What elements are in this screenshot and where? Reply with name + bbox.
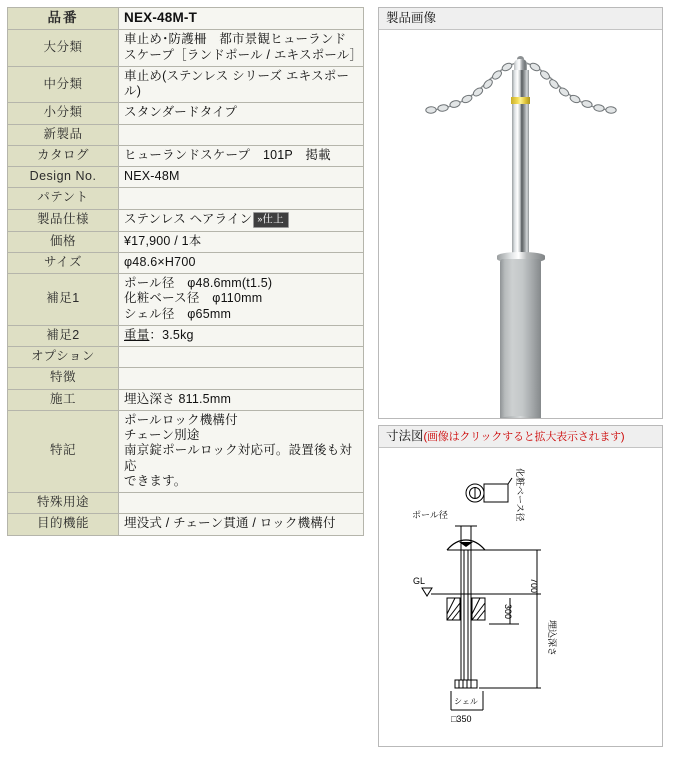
spec-label-cell: 特徴 (8, 368, 119, 389)
spec-value-cell (119, 252, 364, 273)
table-row (8, 274, 364, 326)
product-image-body (379, 30, 662, 418)
dimension-drawing-title: 寸法図 (386, 429, 424, 443)
leader-base-dia (508, 478, 512, 484)
spec-value-line: ポールロック機構付 (124, 412, 238, 427)
spec-value-line: NEX-48M (124, 169, 180, 184)
label-300: 300 (503, 604, 513, 620)
label-shell: シェル (454, 697, 478, 706)
top-view-rect (484, 484, 508, 502)
table-row (8, 145, 364, 166)
table-row (8, 493, 364, 514)
spec-value-cell (119, 103, 364, 124)
table-row (8, 188, 364, 209)
table-row (8, 124, 364, 145)
spec-value-cell (119, 325, 364, 346)
finish-detail-button[interactable] (253, 212, 288, 228)
table-row (8, 514, 364, 535)
table-row (8, 347, 364, 368)
product-image-panel (378, 7, 663, 419)
table-row (8, 30, 364, 67)
product-image-header (379, 8, 662, 30)
shell-foot (498, 416, 543, 418)
spec-value-cell (119, 368, 364, 389)
label-embed-depth: 埋込深さ (547, 620, 557, 657)
spec-label-cell: 目的機能 (8, 514, 119, 535)
table-row (8, 410, 364, 492)
spec-value-line: 重量：3.5kg (124, 327, 194, 342)
spec-label-cell: 新製品 (8, 124, 119, 145)
label-gl: GL (413, 576, 426, 586)
spec-label-cell: Design No. (8, 167, 119, 188)
spec-value-line: できます。 (124, 473, 187, 488)
table-row (8, 66, 364, 103)
table-row (8, 368, 364, 389)
spec-label-cell: 品番 (8, 8, 119, 30)
spec-value-line: φ48.6×H700 (124, 254, 196, 269)
spec-label-cell: サイズ (8, 252, 119, 273)
spec-value-cell (119, 389, 364, 410)
dimension-drawing-graphic[interactable] (379, 448, 662, 746)
spec-label-cell: 施工 (8, 389, 119, 410)
spec-label-cell: 特記 (8, 410, 119, 492)
spec-label-cell: パテント (8, 188, 119, 209)
spec-label-cell: 中分類 (8, 66, 119, 103)
spec-label-cell: 製品仕様 (8, 209, 119, 231)
spec-value-line: 埋没式 / チェーン貫通 / ロック機構付 (124, 516, 336, 531)
spec-label-cell: オプション (8, 347, 119, 368)
table-row (8, 252, 364, 273)
spec-value-cell (119, 410, 364, 492)
table-row (8, 325, 364, 346)
spec-value-cell (119, 188, 364, 209)
spec-value-cell (119, 493, 364, 514)
label-base-dia: 化粧ベース径 (515, 468, 525, 522)
spec-value-line: ヒューランドスケープ 101P 掲載 (124, 147, 331, 162)
spec-value-cell (119, 30, 364, 67)
shell-box (455, 680, 477, 688)
spec-value-line: ステンレス ヘアライン (124, 211, 253, 226)
spec-label-cell: 小分類 (8, 103, 119, 124)
table-row (8, 103, 364, 124)
spec-value-line: スタンダードタイプ (124, 105, 238, 120)
table-row (8, 8, 364, 30)
spec-value-cell (119, 66, 364, 103)
spec-value-line: ポール径 φ48.6mm(t1.5) (124, 276, 273, 291)
spec-value-cell (119, 347, 364, 368)
product-photo[interactable] (379, 30, 662, 418)
arrow-right-icon: » (257, 213, 262, 224)
spec-value-line: チェーン別途 (124, 428, 200, 443)
spec-value-cell (119, 167, 364, 188)
table-row (8, 231, 364, 252)
spec-value-cell (119, 145, 364, 166)
spec-label-cell: カタログ (8, 145, 119, 166)
spec-value-cell (119, 231, 364, 252)
product-spec-table (7, 7, 364, 536)
product-image-title: 製品画像 (386, 11, 437, 25)
pole-yellow-band (511, 97, 530, 104)
finish-detail-label: 仕上 (262, 212, 284, 225)
table-row (8, 389, 364, 410)
spec-label-cell: 補足2 (8, 325, 119, 346)
spec-label-cell: 補足1 (8, 274, 119, 326)
spec-value-cell (119, 124, 364, 145)
spec-value-line: 車止め･防護柵 都市景観ヒューランドスケープ［ランドポール / エキスポール］ (124, 32, 363, 62)
spec-label-cell: 特殊用途 (8, 493, 119, 514)
label-shell-size: □350 (451, 714, 472, 724)
dimension-drawing-body[interactable] (379, 448, 662, 746)
spec-value-line: NEX-48M-T (124, 10, 198, 25)
spec-value-line: 埋込深さ 811.5mm (124, 391, 232, 406)
dimension-drawing-panel (378, 425, 663, 747)
spec-value-line: ¥17,900 / 1本 (124, 233, 202, 248)
click-to-enlarge-note: (画像はクリックすると拡大表示されます) (423, 431, 625, 443)
shell-body (500, 259, 541, 418)
spec-label-cell: 大分類 (8, 30, 119, 67)
spec-value-cell (119, 8, 364, 30)
label-pole-dia: ポール径 (412, 510, 448, 520)
spec-value-cell (119, 209, 364, 231)
label-height-700: 700 (529, 578, 539, 594)
dimension-drawing-header (379, 426, 662, 448)
table-row (8, 167, 364, 188)
underlined-text: 重量 (124, 327, 150, 342)
spec-value-line: 化粧ベース径 φ110mm (124, 291, 263, 306)
spec-value-line: シェル径 φ65mm (124, 306, 232, 321)
spec-value-line: 車止め(ステンレス シリーズ エキスポール) (124, 68, 350, 99)
gl-triangle (422, 588, 432, 596)
spec-table-panel (7, 7, 364, 536)
spec-value-line: 南京錠ポールロック対応可。設置後も対応 (124, 443, 353, 473)
spec-label-cell: 価格 (8, 231, 119, 252)
spec-value-cell (119, 274, 364, 326)
spec-value-cell (119, 514, 364, 535)
ground-hatch (447, 598, 485, 620)
table-row (8, 209, 364, 231)
